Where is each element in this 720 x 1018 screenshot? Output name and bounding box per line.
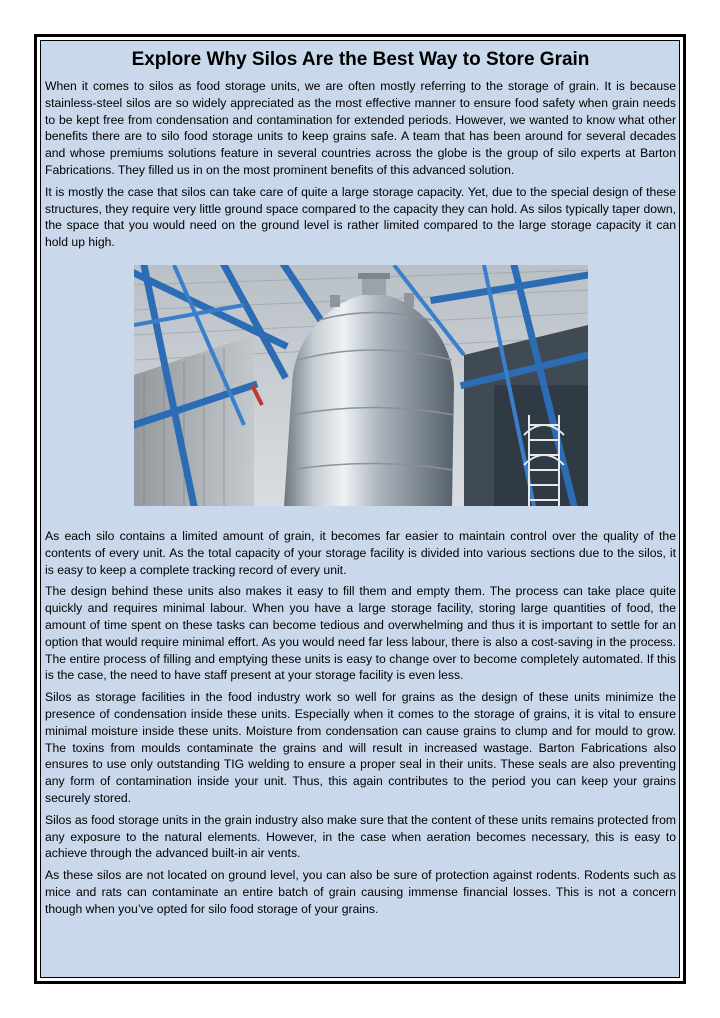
paragraph-elements: Silos as food storage units in the grain industry also make sure that the content of these units remains protected from any exposure to the natural elements. However, in the case when aeration becomes necessary, this is easy to achieve through the advanced built-in air vents. (45, 812, 676, 861)
article-title: Explore Why Silos Are the Best Way to Store Grain (131, 49, 590, 70)
content-panel (40, 40, 680, 978)
paragraph-fill-empty: The design behind these units also makes it easy to fill them and empty them. The process can take place quite quickly and requires minimal labour. When you have a large storage facility, storing large quantities of food, the amount of time spent on these tasks can become tedious and overwhelming and thus it is important to settle for an option that would require minimal effort. As you would need far less labour, there is also a cost-saving in the process. The entire process of filling and emptying these units is easy to change over to become completely automated. If this is the case, the need to have staff present at your storage facility is even less. (45, 584, 676, 683)
paragraph-quality-control: As each silo contains a limited amount of grain, it becomes far easier to maintain control over the quality of the contents of every unit. As the total capacity of your storage facility is divided into various sections due to the silos, it is easy to keep a complete tracking record of every unit. (45, 528, 676, 577)
paragraph-rodents: As these silos are not located on ground level, you can also be sure of protection against rodents. Rodents such as mice and rats can contaminate an entire batch of grain causing immense financial losses. This is not a concern though when you’ve opted for silo food storage of your grains. (45, 868, 676, 916)
paragraph-intro: When it comes to silos as food storage units, we are often mostly referring to the storage of grain. It is because stainless-steel silos are so widely appreciated as the most effective manner to ensure food safety when grain needs to be kept free from condensation and contamination for extended periods. However, we wanted to know what other benefits there are to silo food storage units to keep grains safe. A team that has been around for several decades and whose premiums solutions feature in several countries across the globe is the group of silo experts at Barton Fabrications. They filled us in on the most prominent benefits of this advanced solution. (45, 79, 676, 177)
paragraph-condensation: Silos as storage facilities in the food industry work so well for grains as the design of these units minimize the presence of condensation inside these units. Especially when it comes to the storage of grains, it is vital to ensure minimal moisture inside these units. Moisture from condensation can cause grains to clump and for mould to grow. The toxins from moulds contaminate the grains and will result in increased wastage. Barton Fabrications also ensures to use only outstanding TIG welding to ensure a proper seal in their units. These seals are also preventing any form of contamination inside your unit. Thus, this again contributes to the period you can keep your grains securely stored. (45, 690, 676, 805)
silo-photo (134, 265, 588, 506)
page-frame (34, 34, 686, 984)
article (45, 45, 676, 923)
paragraph-capacity: It is mostly the case that silos can take care of quite a large storage capacity. Yet, due to the special design of these structures, they require very little ground space compared to the capacity they can hold. As silos typically taper down, the space that you would need on the ground level is rather limited compared to the large storage capacity it can hold up high. (45, 184, 676, 250)
photo-container (45, 265, 676, 506)
